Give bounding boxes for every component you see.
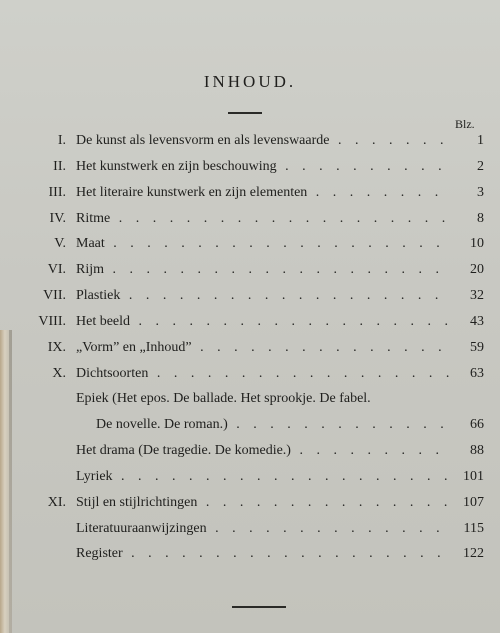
toc-row	[0, 521, 500, 541]
page-number: 3	[477, 185, 484, 200]
toc-row	[0, 546, 500, 566]
chapter-number: I.	[57, 133, 66, 148]
chapter-number: IV.	[49, 211, 66, 226]
chapter-title: „Vorm” en „Inhoud” . . .	[76, 340, 452, 356]
chapter-number: V.	[54, 236, 66, 251]
toc-row	[0, 391, 500, 411]
chapter-title: Het literaire kunstwerk en zijn elementen . . .	[76, 185, 452, 201]
toc-row	[0, 159, 500, 179]
chapter-number: VIII.	[38, 314, 66, 329]
page-number: 2	[477, 159, 484, 174]
chapter-title: Plastiek . . .	[76, 288, 452, 304]
toc-row	[0, 314, 500, 334]
chapter-number: X.	[52, 366, 66, 381]
page-number: 66	[470, 417, 484, 432]
chapter-title: Lyriek . . .	[76, 469, 452, 485]
toc-row	[0, 236, 500, 256]
page-number: 63	[470, 366, 484, 381]
page-number: 122	[463, 546, 484, 561]
toc-row	[0, 340, 500, 360]
toc-row	[0, 133, 500, 153]
toc-row	[0, 495, 500, 515]
toc-row	[0, 443, 500, 463]
chapter-title: Het beeld . . .	[76, 314, 452, 330]
chapter-title: Epiek (Het epos. De ballade. Het sprookje. De fabel.	[76, 391, 371, 406]
chapter-number: III.	[48, 185, 66, 200]
chapter-title: Register . . .	[76, 546, 452, 562]
chapter-title: Dichtsoorten . . .	[76, 366, 452, 382]
page-number: 107	[463, 495, 484, 510]
page-number: 32	[470, 288, 484, 303]
toc-row	[0, 288, 500, 308]
chapter-title: Het drama (De tragedie. De komedie.) . . .	[76, 443, 452, 459]
chapter-title: De kunst als levensvorm en als levenswaarde . . .	[76, 133, 452, 149]
chapter-number: VI.	[47, 262, 66, 277]
toc-row	[0, 185, 500, 205]
chapter-title: Ritme . . .	[76, 211, 452, 227]
title-divider	[228, 112, 262, 114]
chapter-number: VII.	[43, 288, 66, 303]
page-title: INHOUD.	[203, 72, 297, 91]
toc-row	[0, 211, 500, 231]
page-number: 20	[470, 262, 484, 277]
page-number: 1	[477, 133, 484, 148]
toc-row	[0, 469, 500, 489]
chapter-title: Literatuuraanwijzingen . . .	[76, 521, 452, 537]
chapter-title: Rijm . . .	[76, 262, 452, 278]
toc-row	[0, 366, 500, 386]
chapter-title: De novelle. De roman.) . . .	[96, 417, 452, 433]
chapter-number: IX.	[47, 340, 66, 355]
chapter-title: Het kunstwerk en zijn beschouwing . . .	[76, 159, 452, 175]
footer-divider	[232, 606, 286, 608]
page-number: 88	[470, 443, 484, 458]
chapter-number: XI.	[47, 495, 66, 510]
page-number: 43	[470, 314, 484, 329]
page-column-label: Blz.	[455, 117, 475, 131]
toc-row	[0, 262, 500, 282]
page-number: 115	[463, 521, 484, 536]
chapter-title: Maat . . .	[76, 236, 452, 252]
chapter-number: II.	[53, 159, 66, 174]
toc-row	[0, 417, 500, 437]
page-number: 101	[463, 469, 484, 484]
page-number: 59	[470, 340, 484, 355]
chapter-title: Stijl en stijlrichtingen . . .	[76, 495, 452, 511]
page-number: 8	[477, 211, 484, 226]
page-number: 10	[470, 236, 484, 251]
